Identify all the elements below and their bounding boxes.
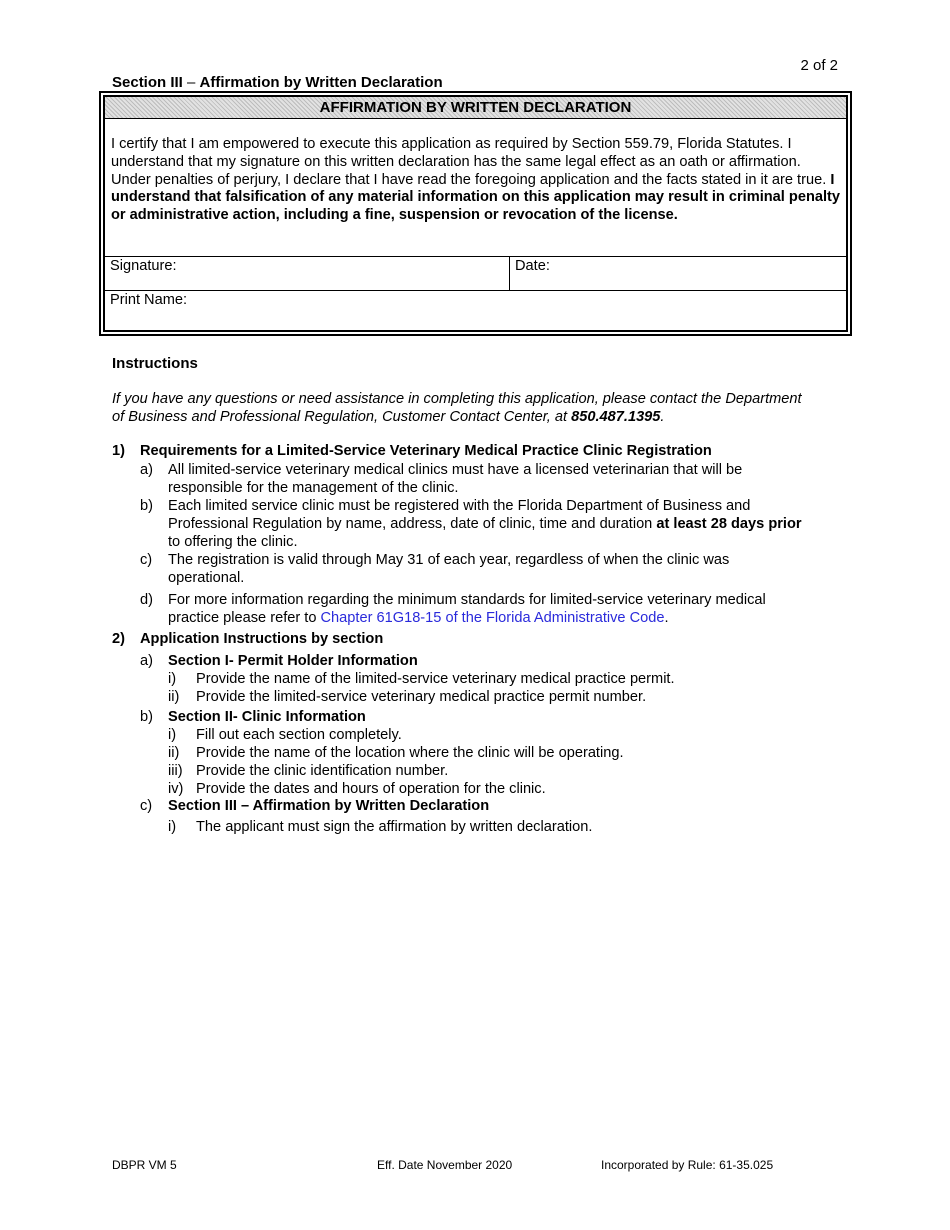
list-mark: iii) <box>168 763 183 779</box>
list-mark: c) <box>140 798 153 814</box>
page-number: 2 of 2 <box>800 57 838 74</box>
contact-text-end: . <box>660 409 665 425</box>
list-mark: d) <box>140 592 153 608</box>
print-name-row <box>105 290 846 324</box>
list-mark: a) <box>140 462 153 478</box>
section2-title: Application Instructions by section <box>140 631 384 647</box>
list-item <box>168 744 768 762</box>
declaration-header: AFFIRMATION BY WRITTEN DECLARATION <box>105 97 846 119</box>
section1-heading <box>112 443 712 459</box>
declaration-text-normal: I certify that I am empowered to execute this application as required by Section 559.79, Florida Statutes. I understand that my signature on this written declaration has the same legal effect as an oath or affirmation. Under penalties of perjury, I declare that I have read the foregoing application and the facts stated in it are true. <box>111 136 831 188</box>
list-mark: a) <box>140 653 153 669</box>
date-label: Date: <box>515 258 550 274</box>
list-item-text: The applicant must sign the affirmation by written declaration. <box>196 819 593 835</box>
list-mark: b) <box>140 709 153 725</box>
list-mark: iv) <box>168 781 184 797</box>
list-item-text-part: to offering the clinic. <box>168 534 298 550</box>
footer-form-id: DBPR VM 5 <box>112 1158 177 1172</box>
print-name-field[interactable] <box>105 291 846 324</box>
contact-phone: 850.487.1395 <box>571 409 661 425</box>
group-title: Section III – Affirmation by Written Declaration <box>168 798 490 814</box>
section-title-prefix: Section III <box>112 74 183 91</box>
list-item <box>168 670 768 688</box>
list-item <box>168 780 768 798</box>
list-item-text: Fill out each section completely. <box>196 727 402 743</box>
list-item-text: All limited-service veterinary medical clinics must have a licensed veterinarian that will be responsible for the management of the clinic. <box>168 462 743 496</box>
list-item-text: Provide the name of the location where the clinic will be operating. <box>196 745 624 761</box>
signature-row <box>105 256 846 290</box>
contact-text-body: If you have any questions or need assistance in completing this application, please contact the Department of Business and Professional Regulation, Customer Contact Center, at <box>112 391 802 425</box>
group-heading <box>140 708 820 726</box>
date-field[interactable] <box>510 257 846 290</box>
list-item-text: Provide the limited-service veterinary medical practice permit number. <box>196 689 647 705</box>
declaration-text-bold: I understand that falsification of any material information on this application may result in criminal penalty or administrative action, including a fine, suspension or revocation of the license. <box>111 171 841 224</box>
declaration-box <box>99 91 852 336</box>
list-mark: i) <box>168 671 177 687</box>
group-heading <box>140 652 820 670</box>
section-title <box>112 74 443 91</box>
print-name-label: Print Name: <box>110 292 188 308</box>
admin-code-link[interactable]: Chapter 61G18-15 of the Florida Administrative Code <box>320 610 665 626</box>
section-title-dash: – <box>182 74 200 91</box>
footer-eff-date: Eff. Date November 2020 <box>377 1158 513 1172</box>
instructions-title: Instructions <box>112 355 198 372</box>
list-item <box>140 461 820 497</box>
list-mark: b) <box>140 498 153 514</box>
list-item-text: Provide the dates and hours of operation for the clinic. <box>196 781 546 797</box>
list-item <box>168 762 768 780</box>
list-item-text <box>168 591 808 627</box>
signature-field[interactable] <box>105 257 510 290</box>
list-item-text: Provide the name of the limited-service veterinary medical practice permit. <box>196 671 675 687</box>
list-item <box>168 688 768 706</box>
list-item <box>140 497 820 551</box>
group-title: Section I- Permit Holder Information <box>168 653 418 669</box>
declaration-text <box>105 119 846 256</box>
list-mark: i) <box>168 727 177 743</box>
section1-title: Requirements for a Limited-Service Veterinary Medical Practice Clinic Registration <box>140 443 712 459</box>
list-item-text: The registration is valid through May 31 of each year, regardless of when the clinic was operational. <box>168 552 730 586</box>
list-mark: ii) <box>168 689 180 705</box>
list-item <box>140 551 820 587</box>
section2-number: 2) <box>112 631 125 647</box>
list-item-text <box>168 497 808 551</box>
list-item-text-part: Each limited service clinic must be registered with the Florida Department of Business and Professional Regulation by name, address, date of clinic, time and duration <box>168 498 751 532</box>
list-item <box>168 726 768 744</box>
section1-number: 1) <box>112 443 125 459</box>
list-item <box>168 818 768 836</box>
list-item <box>140 591 820 627</box>
list-mark: i) <box>168 819 177 835</box>
list-mark: c) <box>140 552 153 568</box>
list-item-text-bold: at least 28 days prior <box>656 516 802 532</box>
signature-label: Signature: <box>110 258 177 274</box>
list-item-text: Provide the clinic identification number. <box>196 763 449 779</box>
footer-rule: Incorporated by Rule: 61-35.025 <box>601 1158 774 1172</box>
list-mark: ii) <box>168 745 180 761</box>
section2-heading <box>112 631 383 647</box>
list-item-text-part: For more information regarding the minimum standards for limited-service veterinary medical practice please refer to <box>168 592 766 626</box>
contact-text <box>112 390 812 426</box>
section-title-rest: Affirmation by Written Declaration <box>199 74 443 91</box>
group-title: Section II- Clinic Information <box>168 709 366 725</box>
list-item-text-part: . <box>664 610 669 626</box>
group-heading <box>140 797 820 815</box>
